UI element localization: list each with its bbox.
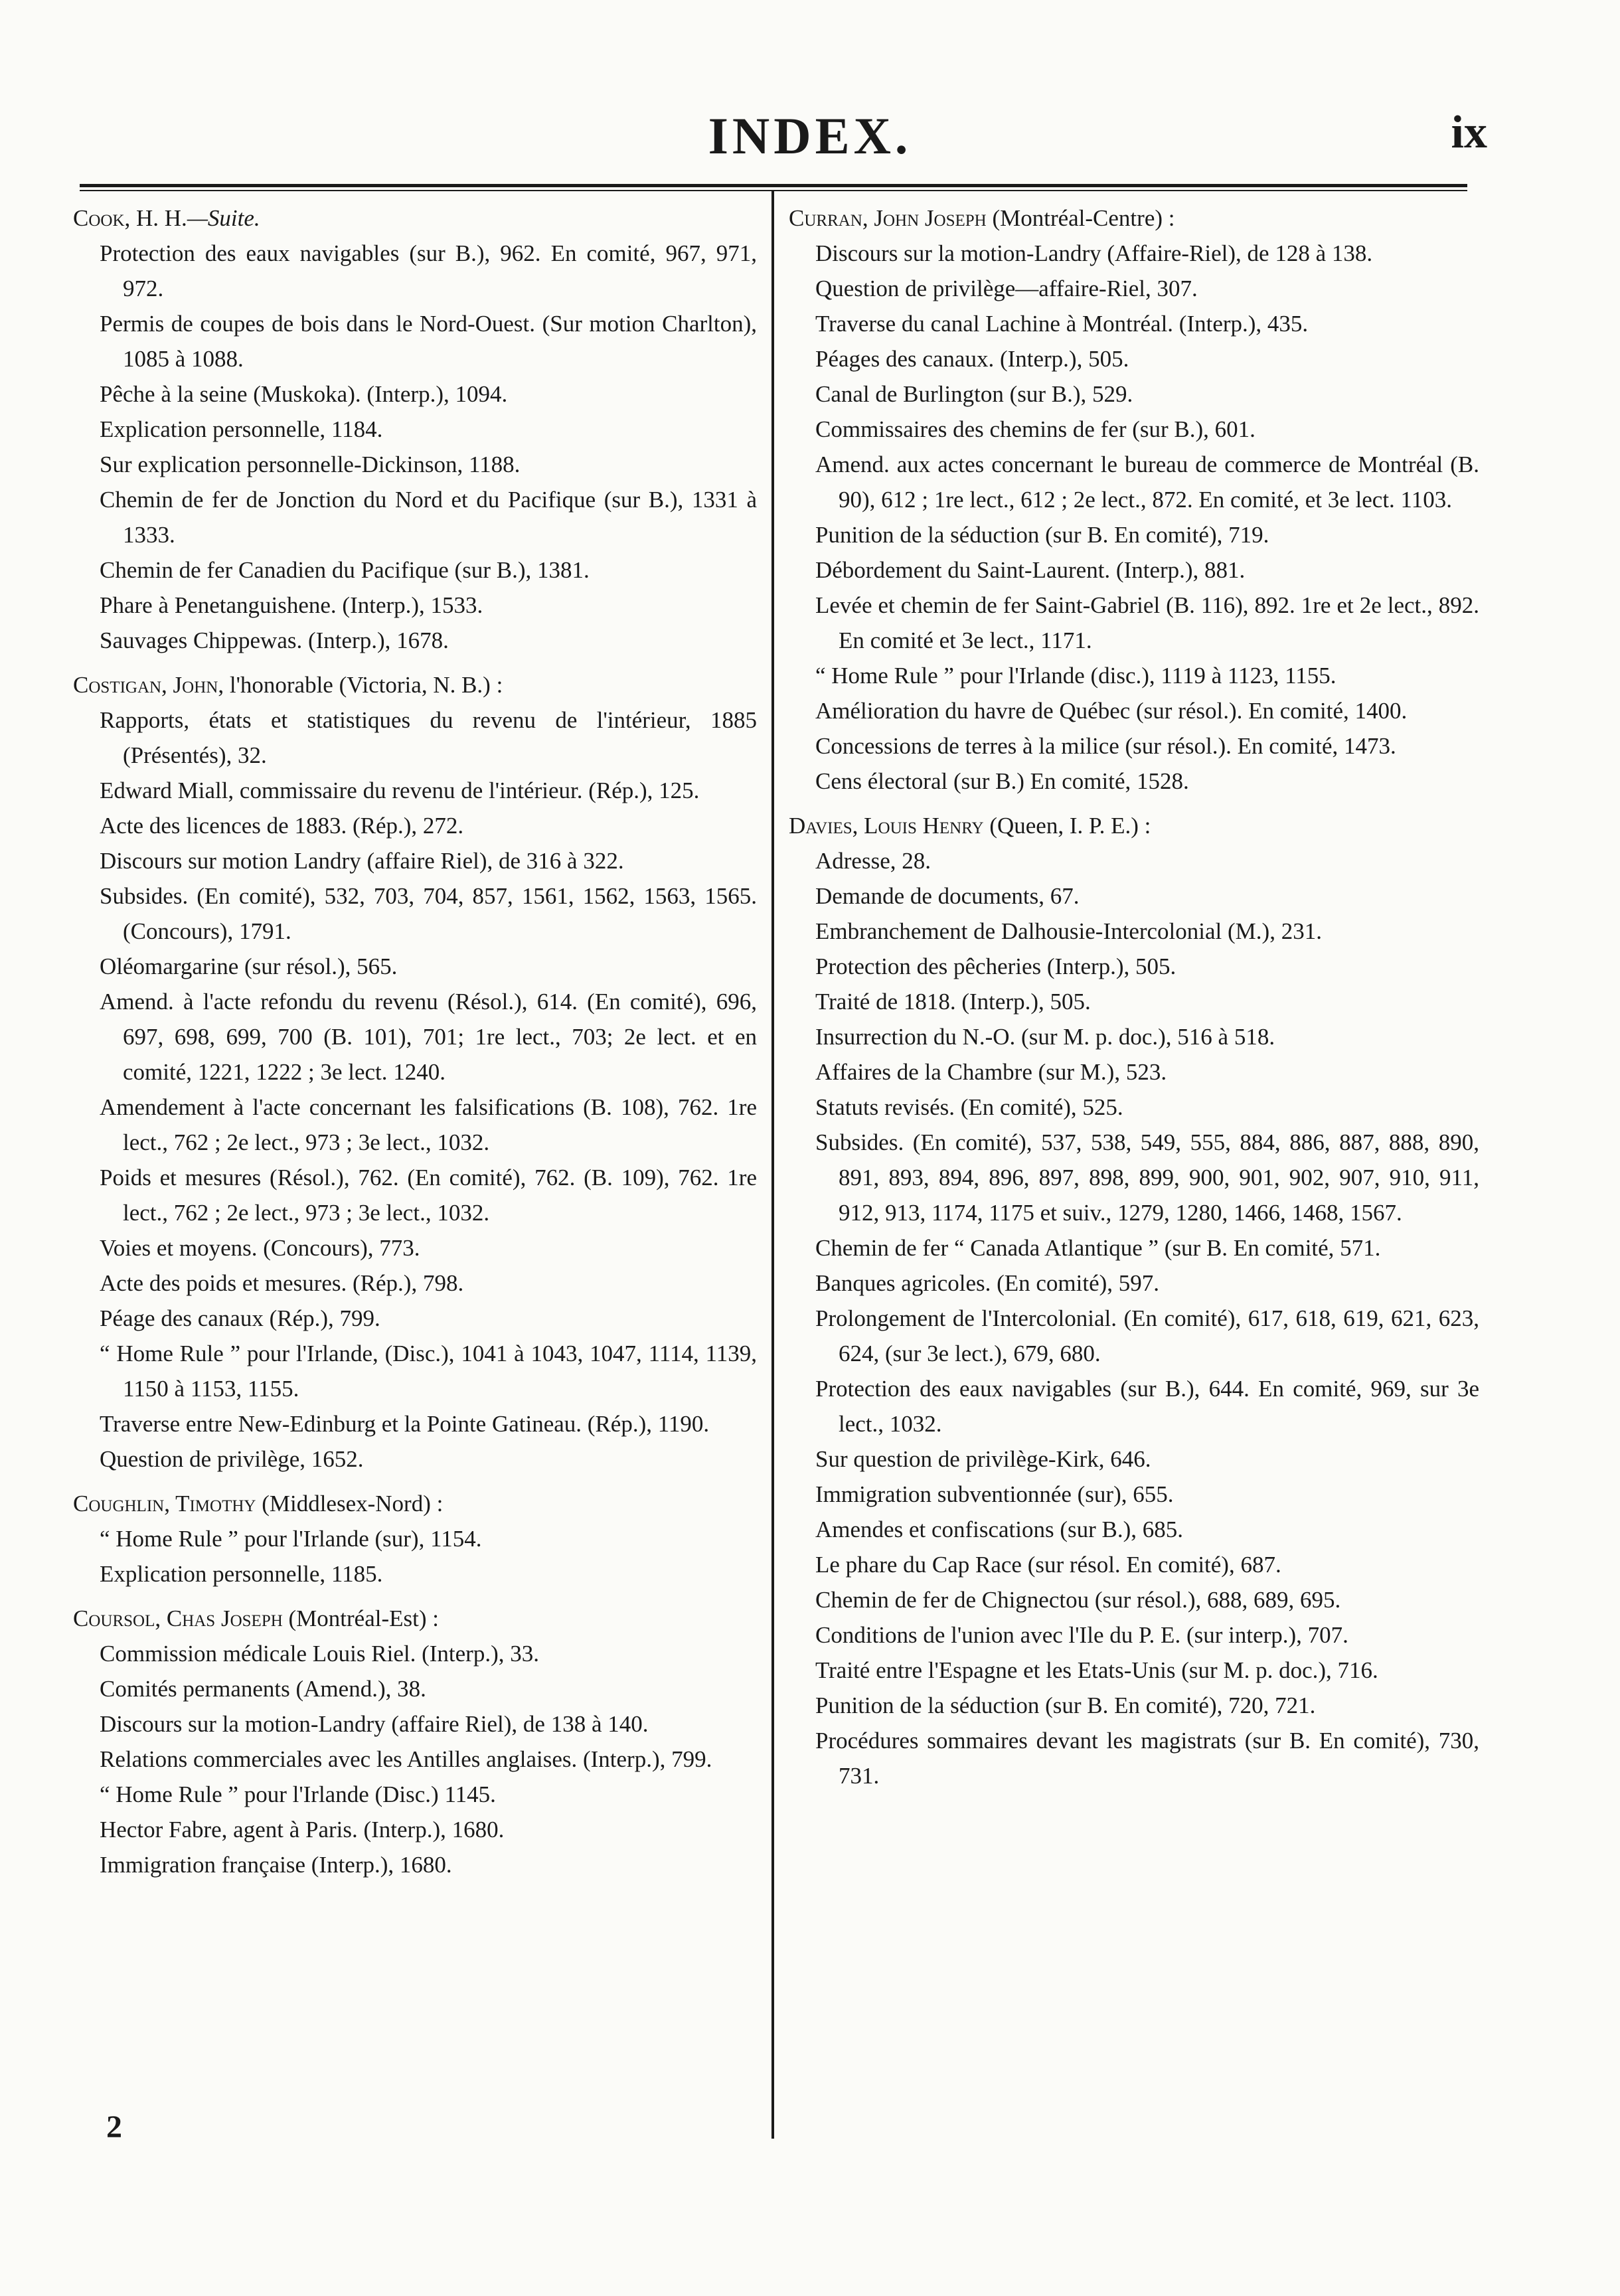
index-item: Immigration française (Interp.), 1680. [100,1852,452,1878]
left-column [73,201,757,1892]
index-item: Statuts revisés. (En comité), 525. [815,1094,1123,1120]
index-item: Amend. à l'acte refondu du revenu (Résol.), 614. (En comité), 696, 697, 698, 699, 700 (B. 101), 701; 1re lect., 703; 2e lect. et en comité, 1221, 1222 ; 3e lect. 1240. [100,989,757,1085]
index-item: Explication personnelle, 1185. [100,1561,383,1587]
index-item: Traité de 1818. (Interp.), 505. [815,989,1091,1015]
index-item: Amélioration du havre de Québec (sur résol.). En comité, 1400. [815,698,1408,724]
index-item: Embranchement de Dalhousie-Intercolonial (M.), 231. [815,918,1322,944]
member-name: Coughlin, Timothy [73,1491,256,1517]
index-item: Acte des poids et mesures. (Rép.), 798. [100,1270,464,1296]
index-entry [73,201,757,658]
index-item: Chemin de fer de Chignectou (sur résol.), 688, 689, 695. [815,1587,1341,1613]
index-item: “ Home Rule ” pour l'Irlande (Disc.) 1145. [100,1781,496,1807]
index-item: Le phare du Cap Race (sur résol. En comité), 687. [815,1552,1281,1578]
index-item: “ Home Rule ” pour l'Irlande, (Disc.), 1041 à 1043, 1047, 1114, 1139, 1150 à 1153, 1155. [100,1341,757,1402]
index-entry [789,808,1479,1793]
member-qualifier: (Middlesex-Nord) : [256,1491,444,1517]
member-qualifier: (Montréal-Centre) : [986,205,1175,231]
index-item: Explication personnelle, 1184. [100,416,383,442]
index-item: Phare à Penetanguishene. (Interp.), 1533. [100,592,483,618]
index-item: Subsides. (En comité), 537, 538, 549, 555, 884, 886, 887, 888, 890, 891, 893, 894, 896, 897, 898, 899, 900, 901, 902, 907, 910, 911, 912, 913, 1174, 1175 et suiv., 1279, 1280, 1466, 1468, 1567. [815,1129,1479,1226]
index-item: Péages des canaux. (Interp.), 505. [815,346,1129,372]
index-item: Canal de Burlington (sur B.), 529. [815,381,1133,407]
member-qualifier: —Suite. [187,205,260,231]
index-item: Rapports, états et statistiques du revenu de l'intérieur, 1885 (Présentés), 32. [100,707,757,768]
index-item: Procédures sommaires devant les magistrats (sur B. En comité), 730, 731. [815,1728,1479,1789]
index-item: Banques agricoles. (En comité), 597. [815,1270,1160,1296]
index-item: Discours sur la motion-Landry (Affaire-Riel), de 128 à 138. [815,240,1373,266]
index-item: Traverse entre New-Edinburg et la Pointe Gatineau. (Rép.), 1190. [100,1411,710,1437]
member-name: Davies, Louis Henry [789,813,984,839]
index-item: Immigration subventionnée (sur), 655. [815,1481,1174,1507]
index-item: Sauvages Chippewas. (Interp.), 1678. [100,627,449,653]
index-item: Chemin de fer de Jonction du Nord et du Pacifique (sur B.), 1331 à 1333. [100,487,757,548]
index-item: Question de privilège, 1652. [100,1446,364,1472]
index-item: Punition de la séduction (sur B. En comité), 719. [815,522,1269,548]
page-number: ix [1451,107,1487,158]
column-divider [771,190,774,2139]
index-item: Discours sur motion Landry (affaire Riel), de 316 à 322. [100,848,624,874]
index-item: Acte des licences de 1883. (Rép.), 272. [100,813,464,839]
entry-heading [789,808,1479,843]
index-item: Amend. aux actes concernant le bureau de commerce de Montréal (B. 90), 612 ; 1re lect., 612 ; 2e lect., 872. En comité, et 3e lect. 1103. [815,451,1479,513]
index-item: Protection des eaux navigables (sur B.), 644. En comité, 969, sur 3e lect., 1032. [815,1376,1479,1437]
index-item: Cens électoral (sur B.) En comité, 1528. [815,768,1189,794]
index-item: Poids et mesures (Résol.), 762. (En comité), 762. (B. 109), 762. 1re lect., 762 ; 2e lect., 973 ; 3e lect., 1032. [100,1165,757,1226]
index-item: Prolongement de l'Intercolonial. (En comité), 617, 618, 619, 621, 623, 624, (sur 3e lect.), 679, 680. [815,1305,1479,1366]
member-name: Costigan, John, [73,672,224,698]
member-name: Coursol, Chas Joseph [73,1605,283,1631]
entry-heading [73,1601,757,1636]
page-header [0,106,1620,186]
index-item: Adresse, 28. [815,848,931,874]
entry-heading [789,201,1479,236]
header-rule [80,184,1467,187]
index-item: Amendes et confiscations (sur B.), 685. [815,1517,1184,1542]
index-item: Permis de coupes de bois dans le Nord-Ouest. (Sur motion Charlton), 1085 à 1088. [100,311,757,372]
index-item: Concessions de terres à la milice (sur résol.). En comité, 1473. [815,733,1396,759]
index-item: Subsides. (En comité), 532, 703, 704, 857, 1561, 1562, 1563, 1565. (Concours), 1791. [100,883,757,944]
index-item: Chemin de fer “ Canada Atlantique ” (sur B. En comité, 571. [815,1235,1381,1261]
index-item: Sur explication personnelle-Dickinson, 1188. [100,451,521,477]
entry-heading [73,1486,757,1521]
index-item: “ Home Rule ” pour l'Irlande (sur), 1154. [100,1526,482,1552]
index-item: Protection des pêcheries (Interp.), 505. [815,953,1176,979]
index-item: Voies et moyens. (Concours), 773. [100,1235,420,1261]
index-item: Chemin de fer Canadien du Pacifique (sur B.), 1381. [100,557,590,583]
index-item: Demande de documents, 67. [815,883,1080,909]
index-item: Conditions de l'union avec l'Ile du P. E. (sur interp.), 707. [815,1622,1348,1648]
index-item: Péage des canaux (Rép.), 799. [100,1305,380,1331]
index-item: Punition de la séduction (sur B. En comité), 720, 721. [815,1692,1316,1718]
index-item: Débordement du Saint-Laurent. (Interp.), 881. [815,557,1246,583]
index-entry [789,201,1479,799]
index-item: Edward Miall, commissaire du revenu de l'intérieur. (Rép.), 125. [100,778,700,803]
entry-heading [73,667,757,702]
index-item: Relations commerciales avec les Antilles anglaises. (Interp.), 799. [100,1746,712,1772]
index-item: Traverse du canal Lachine à Montréal. (Interp.), 435. [815,311,1309,337]
member-name: Cook, H. H. [73,205,187,231]
index-entry [73,667,757,1477]
index-item: Levée et chemin de fer Saint-Gabriel (B. 116), 892. 1re et 2e lect., 892. En comité et 3e lect., 1171. [815,592,1479,653]
index-item: “ Home Rule ” pour l'Irlande (disc.), 1119 à 1123, 1155. [815,663,1336,689]
index-item: Pêche à la seine (Muskoka). (Interp.), 1094. [100,381,508,407]
page-title: INDEX. [708,107,912,165]
index-item: Question de privilège—affaire-Riel, 307. [815,276,1198,301]
member-qualifier: (Montréal-Est) : [282,1605,439,1631]
member-name: Curran, John Joseph [789,205,987,231]
index-item: Hector Fabre, agent à Paris. (Interp.), 1680. [100,1817,505,1843]
index-item: Amendement à l'acte concernant les falsifications (B. 108), 762. 1re lect., 762 ; 2e lect., 973 ; 3e lect., 1032. [100,1094,757,1155]
member-qualifier: l'honorable (Victoria, N. B.) : [224,672,503,698]
index-item: Insurrection du N.-O. (sur M. p. doc.), 516 à 518. [815,1024,1275,1050]
index-item: Affaires de la Chambre (sur M.), 523. [815,1059,1167,1085]
signature-mark: 2 [106,2109,122,2145]
index-item: Sur question de privilège-Kirk, 646. [815,1446,1151,1472]
index-item: Protection des eaux navigables (sur B.), 962. En comité, 967, 971, 972. [100,240,757,301]
index-item: Traité entre l'Espagne et les Etats-Unis (sur M. p. doc.), 716. [815,1657,1378,1683]
right-column [789,201,1479,1803]
index-item: Oléomargarine (sur résol.), 565. [100,953,398,979]
index-item: Comités permanents (Amend.), 38. [100,1676,426,1702]
index-entry [73,1601,757,1882]
index-item: Commissaires des chemins de fer (sur B.), 601. [815,416,1256,442]
index-entry [73,1486,757,1592]
member-qualifier: (Queen, I. P. E.) : [983,813,1151,839]
index-item: Discours sur la motion-Landry (affaire Riel), de 138 à 140. [100,1711,649,1737]
entry-heading [73,201,757,236]
index-item: Commission médicale Louis Riel. (Interp.), 33. [100,1641,539,1667]
